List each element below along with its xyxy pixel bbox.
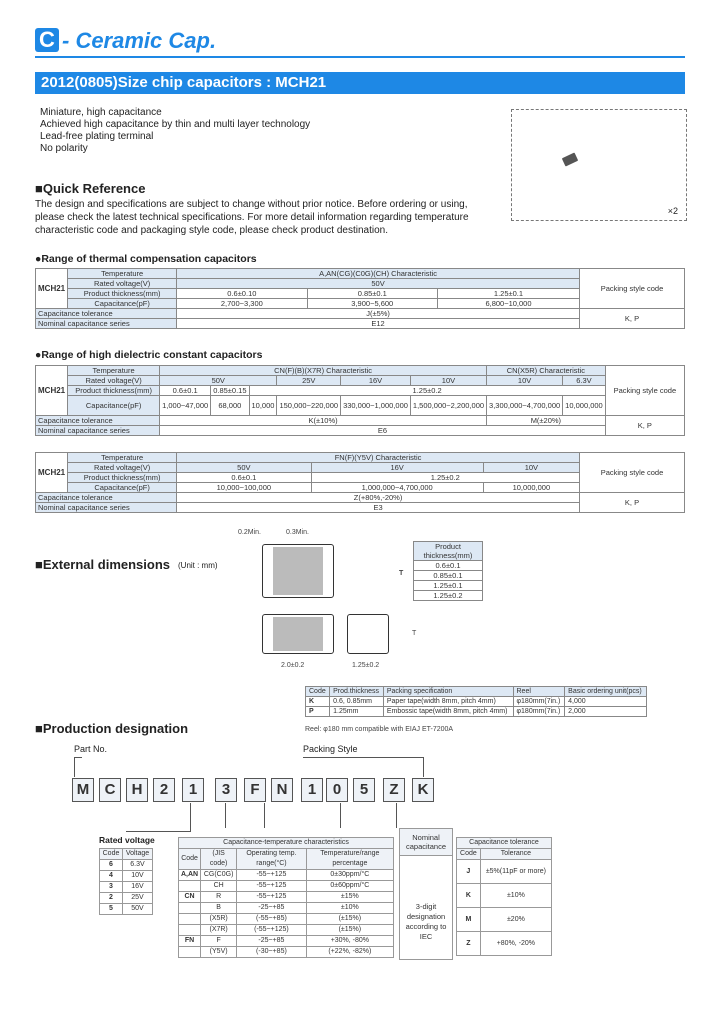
cell: -55~+125 xyxy=(237,881,307,892)
cell: Temperature/range percentage xyxy=(306,849,393,870)
cell: K xyxy=(457,884,481,908)
cell: M(±20%) xyxy=(487,416,606,426)
cell: 10,000,000 xyxy=(483,483,579,493)
cell: 0.85±0.1 xyxy=(307,289,437,299)
pack-codes: K, P xyxy=(605,416,684,436)
pack-codes: K, P xyxy=(580,493,685,513)
dim-length: 2.0±0.2 xyxy=(281,662,305,669)
feature-item: Miniature, high capacitance xyxy=(40,107,162,118)
part-char: 1 xyxy=(301,778,323,802)
cell: R xyxy=(201,892,237,903)
cell: 1,500,000~2,200,000 xyxy=(410,396,486,416)
row-label: Rated voltage(V) xyxy=(68,279,177,289)
cell: 10V xyxy=(410,376,486,386)
packing-note: Reel: φ180 mm compatible with EIAJ ET-7200A xyxy=(305,726,454,733)
leader-line xyxy=(303,757,423,758)
cell xyxy=(179,925,201,936)
cell: ±20% xyxy=(480,908,551,932)
series-name: MCH21 xyxy=(36,453,68,493)
temp-char-table xyxy=(178,837,394,958)
leader-line xyxy=(74,757,75,777)
cell: (±15%) xyxy=(306,925,393,936)
row-label: Capacitance(pF) xyxy=(68,299,177,309)
cell: Code xyxy=(179,849,201,870)
row-label: Rated voltage(V) xyxy=(68,463,177,473)
part-char: Z xyxy=(383,778,405,802)
cell: (-55~+85) xyxy=(237,914,307,925)
cell: 6 xyxy=(100,860,123,871)
thermal-heading: ●Range of thermal compensation capacitors xyxy=(35,253,257,265)
row-label: Capacitance tolerance xyxy=(36,493,177,503)
leader-line xyxy=(190,803,191,831)
cell: K(±10%) xyxy=(160,416,487,426)
thick-t-label: T xyxy=(399,570,404,577)
cell: 150,000~220,000 xyxy=(277,396,341,416)
cell: 1.25mm xyxy=(330,707,384,717)
cell: (±15%) xyxy=(306,914,393,925)
dimensions-unit: (Unit : mm) xyxy=(178,561,218,570)
cell: 10V xyxy=(487,376,563,386)
cell: Z(+80%,-20%) xyxy=(177,493,580,503)
cell: 0±60ppm/°C xyxy=(306,881,393,892)
cell: Z xyxy=(457,932,481,956)
cell: E12 xyxy=(177,319,580,329)
chip-side-view xyxy=(262,614,334,654)
rated-voltage-table xyxy=(99,848,153,915)
cell xyxy=(179,881,201,892)
cell: J(±5%) xyxy=(177,309,580,319)
part-char: 1 xyxy=(182,778,204,802)
cell: 0.6±0.1 xyxy=(414,561,483,571)
leader-line xyxy=(396,803,397,828)
photo-scale: ×2 xyxy=(667,206,678,216)
chip-top-view xyxy=(262,544,334,598)
cell: 1,000~47,000 xyxy=(160,396,211,416)
part-char: H xyxy=(126,778,148,802)
cell: (JIS code) xyxy=(201,849,237,870)
cell: A,AN(CG)(C0G)(CH) Characteristic xyxy=(177,269,580,279)
cell: B xyxy=(201,903,237,914)
cell: 0.6±0.10 xyxy=(177,289,307,299)
product-photo xyxy=(511,109,687,221)
cell: FN xyxy=(179,936,201,947)
cell: Basic ordering unit(pcs) xyxy=(565,687,647,697)
cell: 25V xyxy=(122,893,152,904)
cell: Product thickness(mm) xyxy=(414,542,483,561)
cell: (X7R) xyxy=(201,925,237,936)
cell: 3 xyxy=(100,882,123,893)
row-label: Product thickness(mm) xyxy=(68,386,160,396)
feature-item: No polarity xyxy=(40,143,88,154)
cell: 10V xyxy=(122,871,152,882)
cell: 0.85±0.1 xyxy=(414,571,483,581)
pack-label: Packing style code xyxy=(580,269,685,309)
rated-voltage-title: Rated voltage xyxy=(99,835,155,845)
part-char: 0 xyxy=(326,778,348,802)
cell: 25V xyxy=(277,376,341,386)
cell: φ180mm(7in.) xyxy=(513,697,565,707)
cell: Prod.thickness xyxy=(330,687,384,697)
series-name: MCH21 xyxy=(36,366,68,416)
part-no-label: Part No. xyxy=(74,744,108,754)
cell: (Y5V) xyxy=(201,947,237,958)
cell: 3,300,000~4,700,000 xyxy=(487,396,563,416)
high-k-heading: ●Range of high dielectric constant capacitors xyxy=(35,349,263,361)
cell: ±10% xyxy=(306,903,393,914)
cell: 2 xyxy=(100,893,123,904)
part-char: 3 xyxy=(215,778,237,802)
pack-codes: K, P xyxy=(580,309,685,329)
cell: 1,000,000~4,700,000 xyxy=(311,483,483,493)
cell: E6 xyxy=(160,426,606,436)
cell: M xyxy=(457,908,481,932)
cell: FN(F)(Y5V) Characteristic xyxy=(177,453,580,463)
high-k-table xyxy=(35,365,685,436)
cell: (-55~+125) xyxy=(237,925,307,936)
part-char: C xyxy=(99,778,121,802)
cell: 50V xyxy=(177,279,580,289)
quick-reference-text: The design and specifications are subject to change without prior notice. Before ordering or using, please check the latest technical specifications. For more detail information regarding temperature characteristic code and packaging style code, please check product destination. xyxy=(35,199,469,236)
cell: Capacitance-temperature characteristics xyxy=(179,838,394,849)
pack-label: Packing style code xyxy=(580,453,685,493)
cell: 4,000 xyxy=(565,697,647,707)
cell: 10,000 xyxy=(249,396,277,416)
cell: -25~+85 xyxy=(237,903,307,914)
cell: -25~+85 xyxy=(237,936,307,947)
row-label: Temperature xyxy=(68,269,177,279)
row-label: Nominal capacitance series xyxy=(36,503,177,513)
cell: ±5%(11pF or more) xyxy=(480,860,551,884)
cell: 1.25±0.1 xyxy=(414,581,483,591)
cell: E3 xyxy=(177,503,580,513)
cell: φ180mm(7in.) xyxy=(513,707,565,717)
cell: Code xyxy=(457,849,481,860)
brand-c-logo: C xyxy=(35,28,59,52)
cell: 1.25±0.2 xyxy=(311,473,579,483)
dimensions-heading: ■External dimensions xyxy=(35,557,171,572)
chip-end-view xyxy=(347,614,389,654)
cell: 50V xyxy=(122,904,152,915)
cell: Voltage xyxy=(122,849,152,860)
cell: 16V xyxy=(122,882,152,893)
cell: 10V xyxy=(483,463,579,473)
leader-line xyxy=(225,803,226,828)
row-label: Nominal capacitance series xyxy=(36,426,160,436)
cell xyxy=(179,947,201,958)
dim-label-min2: 0.3Min. xyxy=(286,529,309,536)
cell: P xyxy=(306,707,330,717)
leader-line xyxy=(340,803,341,828)
leader-line xyxy=(423,757,424,777)
cell: 1.25±0.2 xyxy=(249,386,605,396)
cell: 50V xyxy=(160,376,277,386)
thermal-table xyxy=(35,268,685,329)
leader-line xyxy=(126,831,191,832)
cell: CN xyxy=(179,892,201,903)
designation-heading: ■Production designation xyxy=(35,721,189,736)
cell: 1.25±0.2 xyxy=(414,591,483,601)
header-rule xyxy=(35,56,685,58)
cell: 0.6±0.1 xyxy=(177,473,311,483)
cell: -55~+125 xyxy=(237,892,307,903)
cell: -55~+125 xyxy=(237,870,307,881)
row-label: Capacitance tolerance xyxy=(36,309,177,319)
part-char: M xyxy=(72,778,94,802)
cell: 16V xyxy=(311,463,483,473)
part-char: 5 xyxy=(353,778,375,802)
pack-label: Packing style code xyxy=(605,366,684,416)
cell: 50V xyxy=(177,463,311,473)
cell: A,AN xyxy=(179,870,201,881)
cell: K xyxy=(306,697,330,707)
feature-item: Lead-free plating terminal xyxy=(40,131,154,142)
row-label: Rated voltage(V) xyxy=(68,376,160,386)
cell: Capacitance tolerance xyxy=(457,838,552,849)
row-label: Capacitance(pF) xyxy=(68,483,177,493)
part-char: F xyxy=(244,778,266,802)
cell: Operating temp. range(°C) xyxy=(237,849,307,870)
cell: +80%, -20% xyxy=(480,932,551,956)
cell: +30%, -80% xyxy=(306,936,393,947)
cell: (-30~+85) xyxy=(237,947,307,958)
cell: (X5R) xyxy=(201,914,237,925)
cell: 3,900~5,600 xyxy=(307,299,437,309)
cell: Reel xyxy=(513,687,565,697)
cell: 330,000~1,000,000 xyxy=(341,396,411,416)
cell: J xyxy=(457,860,481,884)
cell: 10,000,000 xyxy=(563,396,606,416)
dim-width: 1.25±0.2 xyxy=(352,662,380,669)
part-char: K xyxy=(412,778,434,802)
cell: CH xyxy=(201,881,237,892)
cell: 16V xyxy=(341,376,411,386)
row-label: Capacitance(pF) xyxy=(68,396,160,416)
cap-tolerance-table xyxy=(456,837,552,956)
cell: 10,000~100,000 xyxy=(177,483,311,493)
cell: 5 xyxy=(100,904,123,915)
cell: 6,800~10,000 xyxy=(437,299,579,309)
leader-line xyxy=(264,803,265,828)
cell: ±15% xyxy=(306,892,393,903)
row-label: Product thickness(mm) xyxy=(68,473,177,483)
cell xyxy=(179,903,201,914)
cell: 68,000 xyxy=(211,396,249,416)
nominal-box xyxy=(399,828,453,960)
page-title: - Ceramic Cap. xyxy=(62,28,217,53)
part-char: N xyxy=(271,778,293,802)
nominal-desc: 3-digit designation according to IEC xyxy=(405,902,447,941)
row-label: Capacitance tolerance xyxy=(36,416,160,426)
series-name: MCH21 xyxy=(36,269,68,309)
cell: 2,700~3,300 xyxy=(177,299,307,309)
chip-electrode-gap xyxy=(273,617,323,651)
cell: (+22%, -82%) xyxy=(306,947,393,958)
part-char: 2 xyxy=(153,778,175,802)
cell: CN(X5R) Characteristic xyxy=(487,366,606,376)
dim-t-label: T xyxy=(412,630,417,637)
cell: 2,000 xyxy=(565,707,647,717)
feature-item: Achieved high capacitance by thin and multi layer technology xyxy=(40,119,311,130)
cell xyxy=(179,914,201,925)
cell: 0.6, 0.85mm xyxy=(330,697,384,707)
row-label: Product thickness(mm) xyxy=(68,289,177,299)
cell: Packing specification xyxy=(383,687,513,697)
product-band-title: 2012(0805)Size chip capacitors : MCH21 xyxy=(35,72,685,94)
cell: 6.3V xyxy=(122,860,152,871)
cell: 0±30ppm/°C xyxy=(306,870,393,881)
cell: Tolerance xyxy=(480,849,551,860)
row-label: Temperature xyxy=(68,366,160,376)
fn-table xyxy=(35,452,685,513)
cell: CN(F)(B)(X7R) Characteristic xyxy=(160,366,487,376)
cell: 0.6±0.1 xyxy=(160,386,211,396)
thickness-table xyxy=(413,541,483,601)
row-label: Nominal capacitance series xyxy=(36,319,177,329)
cell: 6.3V xyxy=(563,376,606,386)
cell: 0.85±0.15 xyxy=(211,386,249,396)
packing-table xyxy=(305,686,647,717)
chip-electrode-gap xyxy=(273,547,323,595)
nominal-title: Nominal capacitance xyxy=(400,829,452,856)
cell: F xyxy=(201,936,237,947)
leader-line xyxy=(74,757,82,758)
cell: 1.25±0.1 xyxy=(437,289,579,299)
dim-label-min1: 0.2Min. xyxy=(238,529,261,536)
packing-style-label: Packing Style xyxy=(303,744,358,754)
cell: Code xyxy=(100,849,123,860)
cell: CG(C0G) xyxy=(201,870,237,881)
cell: Code xyxy=(306,687,330,697)
row-label: Temperature xyxy=(68,453,177,463)
cell: Paper tape(width 8mm, pitch 4mm) xyxy=(383,697,513,707)
cell: Embossic tape(width 8mm, pitch 4mm) xyxy=(383,707,513,717)
cell: ±10% xyxy=(480,884,551,908)
cell: 4 xyxy=(100,871,123,882)
quick-reference-heading: ■Quick Reference xyxy=(35,181,146,196)
